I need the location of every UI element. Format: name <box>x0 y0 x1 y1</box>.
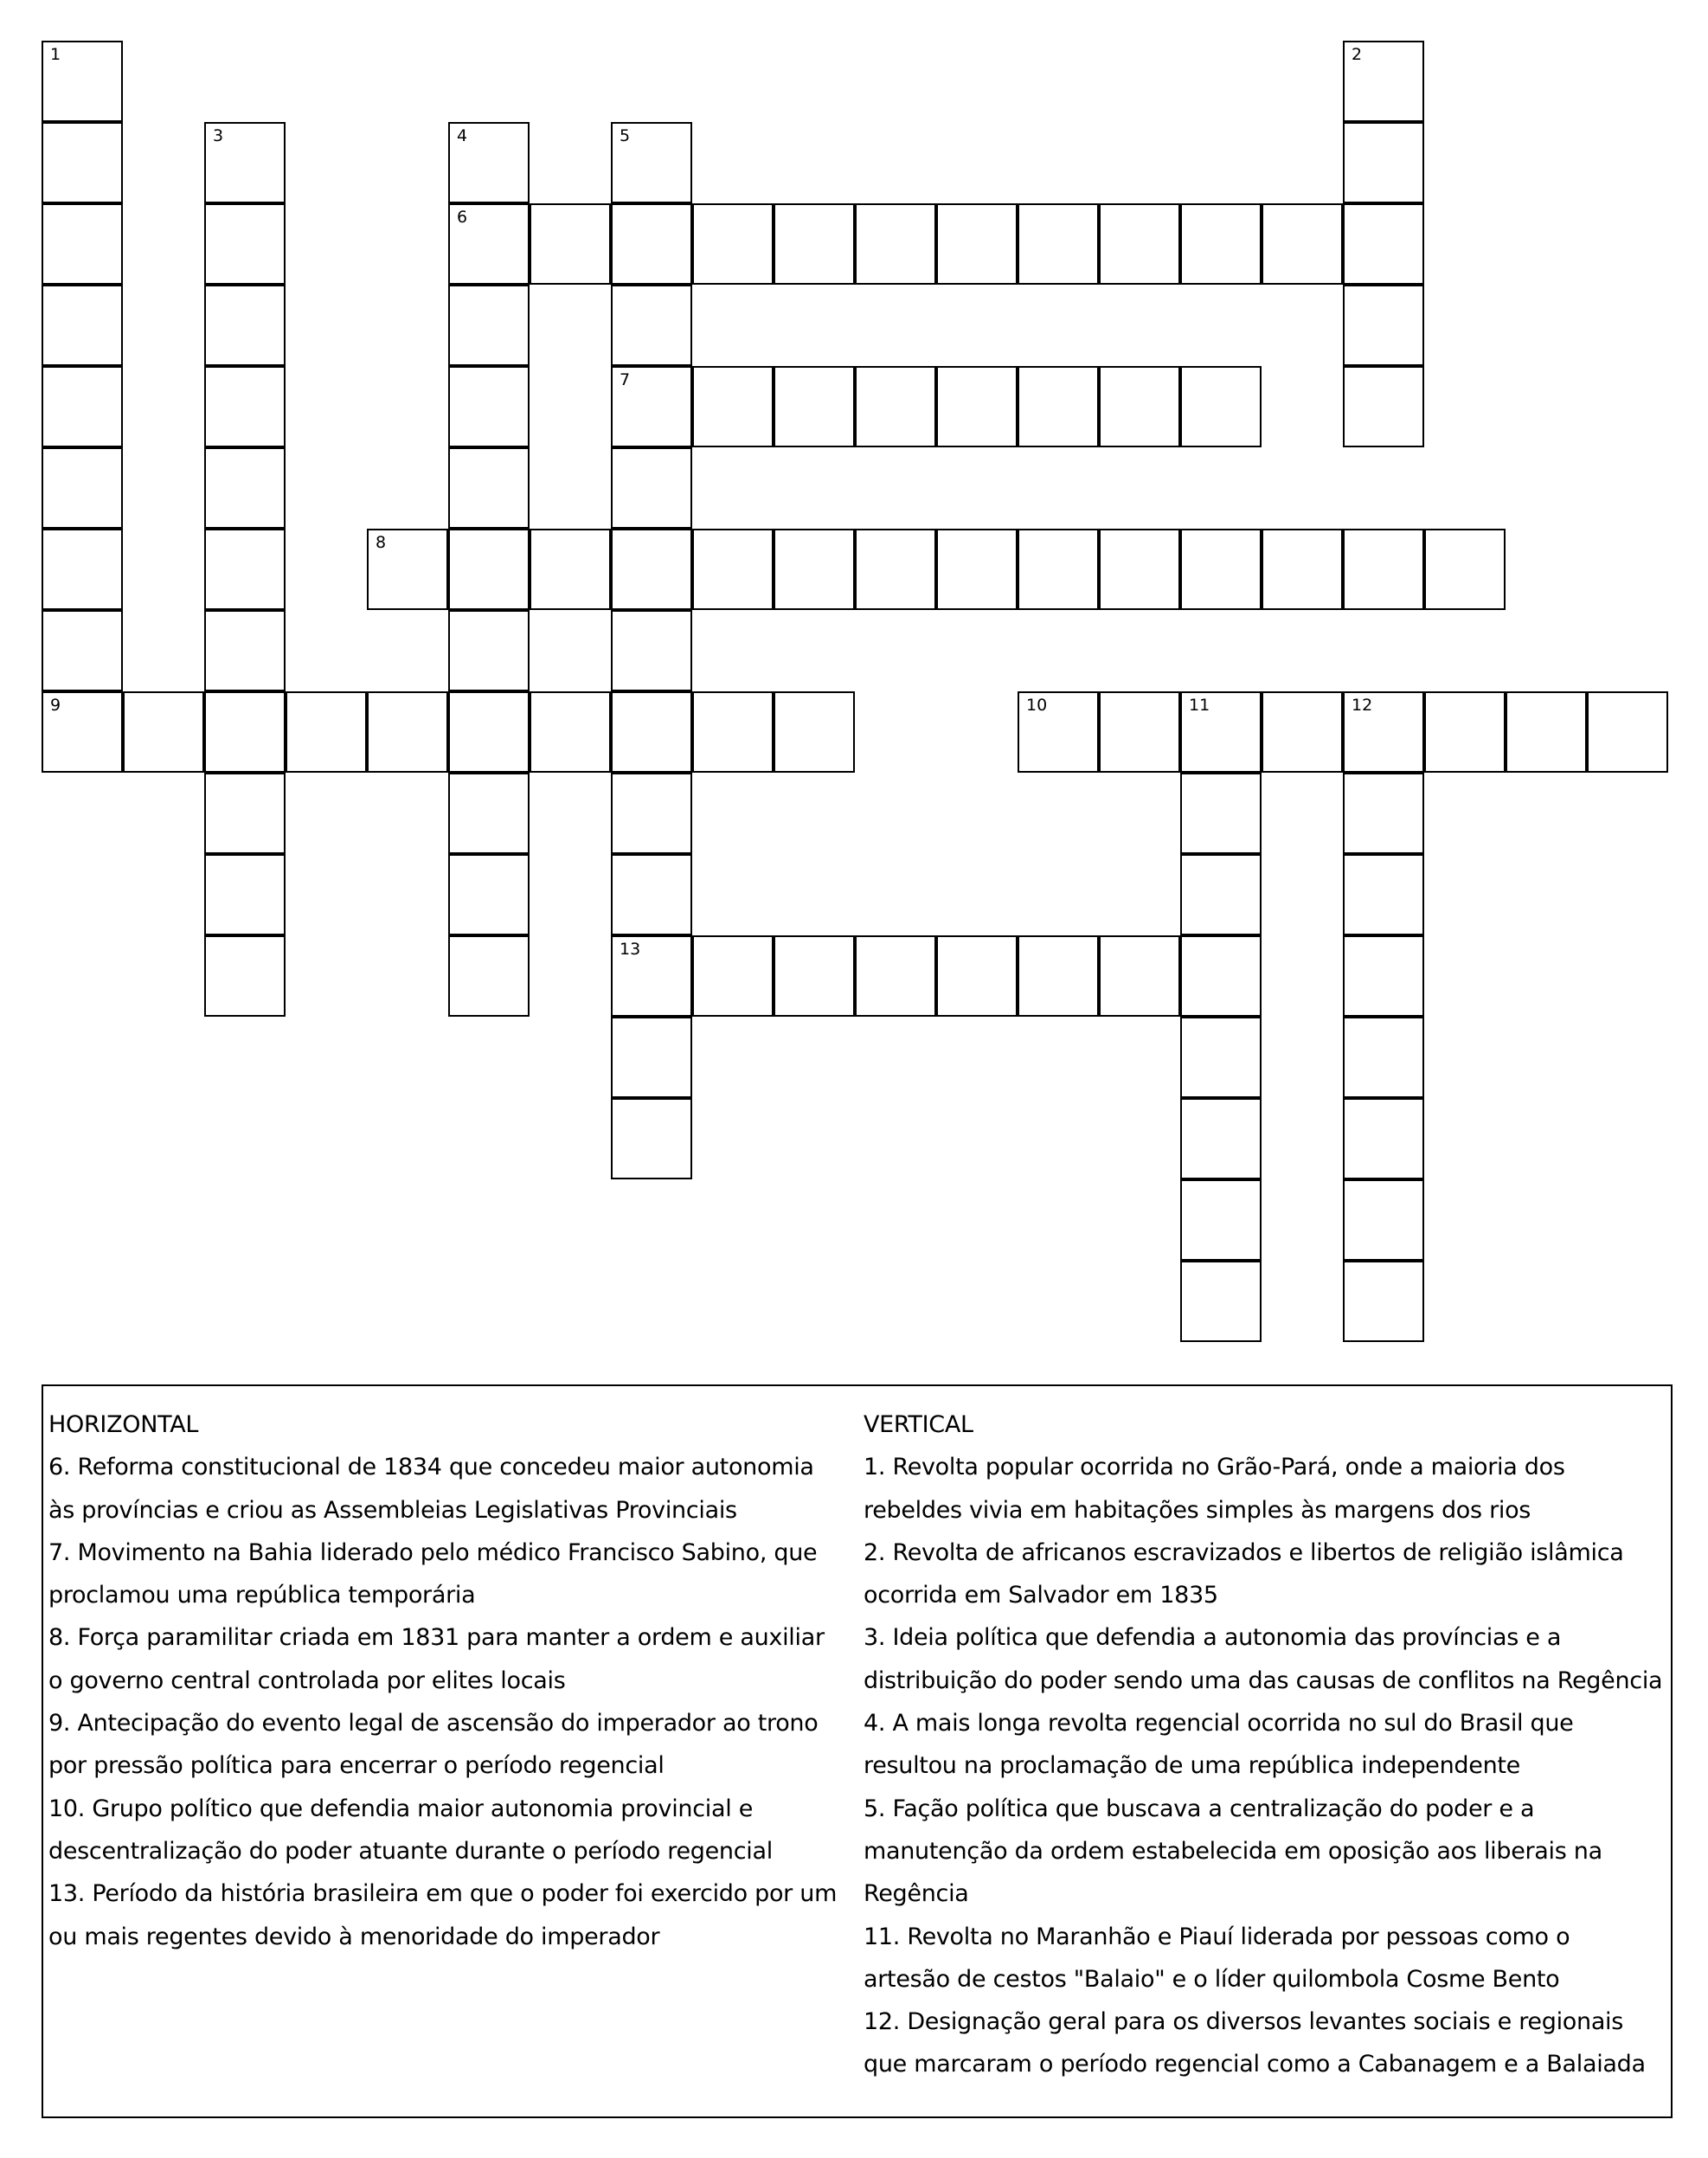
crossword-cell[interactable] <box>1180 203 1262 285</box>
crossword-cell[interactable] <box>1099 691 1180 773</box>
crossword-cell[interactable] <box>855 366 936 447</box>
vertical-clues <box>864 1403 1673 2086</box>
crossword-cell[interactable] <box>42 285 123 366</box>
clue-number: 1 <box>50 45 61 64</box>
crossword-cell[interactable] <box>1343 1098 1424 1179</box>
crossword-cell[interactable] <box>692 691 774 773</box>
crossword-cell[interactable] <box>611 773 692 854</box>
crossword-cell[interactable] <box>855 935 936 1017</box>
crossword-cell[interactable] <box>1180 1261 1262 1342</box>
crossword-cell[interactable] <box>1343 122 1424 203</box>
crossword-cell[interactable] <box>611 610 692 691</box>
crossword-cell[interactable] <box>1343 529 1424 610</box>
clue-line: 4. A mais longa revolta regencial ocorrida no sul do Brasil que <box>864 1710 1574 1737</box>
crossword-cell[interactable] <box>611 122 692 203</box>
crossword-cell[interactable] <box>1343 1261 1424 1342</box>
crossword-cell[interactable] <box>692 203 774 285</box>
crossword-cell[interactable] <box>42 366 123 447</box>
crossword-cell[interactable] <box>1262 529 1343 610</box>
vertical-heading: VERTICAL <box>864 1411 973 1438</box>
clue-line: o governo central controlada por elites locais <box>48 1667 566 1694</box>
horizontal-clues <box>48 1403 857 1958</box>
clue-number: 10 <box>1026 696 1048 715</box>
clue-line: proclamou uma república temporária <box>48 1582 476 1609</box>
crossword-cell[interactable] <box>367 529 448 610</box>
horizontal-heading: HORIZONTAL <box>48 1411 199 1438</box>
crossword-cell[interactable] <box>204 285 286 366</box>
clue-line: 7. Movimento na Bahia liderado pelo médico Francisco Sabino, que <box>48 1538 818 1566</box>
clue-number: 11 <box>1189 696 1210 715</box>
crossword-cell[interactable] <box>1343 935 1424 1017</box>
crossword-cell[interactable] <box>42 529 123 610</box>
crossword-cell[interactable] <box>1180 1017 1262 1098</box>
crossword-cell[interactable] <box>448 773 530 854</box>
crossword-cell[interactable] <box>204 610 286 691</box>
clue-line: 9. Antecipação do evento legal de ascensão do imperador ao trono <box>48 1710 819 1737</box>
crossword-cell[interactable] <box>204 122 286 203</box>
crossword-cell[interactable] <box>1262 691 1343 773</box>
crossword-cell[interactable] <box>1180 773 1262 854</box>
clue-line: que marcaram o período regencial como a Cabanagem e a Balaiada <box>864 2051 1646 2078</box>
crossword-cell[interactable] <box>1099 203 1180 285</box>
crossword-cell[interactable] <box>692 366 774 447</box>
crossword-cell[interactable] <box>692 935 774 1017</box>
crossword-cell[interactable] <box>611 366 692 447</box>
crossword-cell[interactable] <box>936 529 1018 610</box>
crossword-cell[interactable] <box>1343 285 1424 366</box>
clue-line: 3. Ideia política que defendia a autonomia das províncias e a <box>864 1624 1562 1652</box>
crossword-cell[interactable] <box>204 366 286 447</box>
crossword-cell[interactable] <box>692 529 774 610</box>
crossword-cell[interactable] <box>774 203 855 285</box>
clue-number: 5 <box>620 126 631 145</box>
crossword-cell[interactable] <box>1506 691 1587 773</box>
clue-line: 2. Revolta de africanos escravizados e libertos de religião islâmica <box>864 1538 1624 1566</box>
crossword-cell[interactable] <box>1180 691 1262 773</box>
crossword-cell[interactable] <box>1424 529 1506 610</box>
crossword-cell[interactable] <box>123 691 204 773</box>
crossword-cell[interactable] <box>774 691 855 773</box>
clue-number: 4 <box>457 126 468 145</box>
crossword-cell[interactable] <box>448 610 530 691</box>
clue-number: 2 <box>1352 45 1363 64</box>
crossword-cell[interactable] <box>42 41 123 122</box>
crossword-cell[interactable] <box>204 773 286 854</box>
crossword-cell[interactable] <box>1587 691 1668 773</box>
clue-line: resultou na proclamação de uma república independente <box>864 1752 1520 1780</box>
clue-number: 9 <box>50 696 61 715</box>
crossword-cell[interactable] <box>42 122 123 203</box>
crossword-cell[interactable] <box>611 203 692 285</box>
clue-line: artesão de cestos "Balaio" e o líder quilombola Cosme Bento <box>864 1965 1560 1993</box>
crossword-cell[interactable] <box>42 610 123 691</box>
clue-line: às províncias e criou as Assembleias Legislativas Provinciais <box>48 1496 737 1524</box>
crossword-cell[interactable] <box>204 691 286 773</box>
clues-box <box>42 1384 1673 2118</box>
crossword-cell[interactable] <box>611 529 692 610</box>
crossword-cell[interactable] <box>1343 854 1424 935</box>
clue-line: descentralização do poder atuante durante o período regencial <box>48 1837 773 1865</box>
crossword-cell[interactable] <box>1099 366 1180 447</box>
crossword-cell[interactable] <box>448 366 530 447</box>
clue-line: 12. Designação geral para os diversos levantes sociais e regionais <box>864 2008 1624 2036</box>
crossword-cell[interactable] <box>611 1017 692 1098</box>
clue-line: Regência <box>864 1880 969 1908</box>
crossword-cell[interactable] <box>774 935 855 1017</box>
crossword-cell[interactable] <box>1018 366 1099 447</box>
crossword-cell[interactable] <box>855 529 936 610</box>
clue-number: 7 <box>620 370 631 389</box>
clue-line: 1. Revolta popular ocorrida no Grão-Pará, onde a maioria dos <box>864 1454 1565 1481</box>
crossword-cell[interactable] <box>1018 203 1099 285</box>
crossword-cell[interactable] <box>204 854 286 935</box>
crossword-cell[interactable] <box>774 529 855 610</box>
clue-line: ocorrida em Salvador em 1835 <box>864 1582 1218 1609</box>
crossword-cell[interactable] <box>530 529 611 610</box>
clue-line: 13. Período da história brasileira em que o poder foi exercido por um <box>48 1880 838 1908</box>
crossword-cell[interactable] <box>1099 935 1180 1017</box>
clue-line: 5. Fação política que buscava a centralização do poder e a <box>864 1795 1535 1822</box>
clue-number: 13 <box>620 940 641 959</box>
crossword-cell[interactable] <box>611 935 692 1017</box>
crossword-cell[interactable] <box>448 691 530 773</box>
crossword-cell[interactable] <box>1018 529 1099 610</box>
clue-line: ou mais regentes devido à menoridade do imperador <box>48 1923 660 1950</box>
crossword-cell[interactable] <box>530 691 611 773</box>
crossword-cell[interactable] <box>611 447 692 529</box>
crossword-cell[interactable] <box>1424 691 1506 773</box>
crossword-cell[interactable] <box>1018 935 1099 1017</box>
crossword-cell[interactable] <box>1343 203 1424 285</box>
crossword-cell[interactable] <box>936 366 1018 447</box>
crossword-cell[interactable] <box>448 854 530 935</box>
crossword-cell[interactable] <box>1180 529 1262 610</box>
crossword-cell[interactable] <box>611 285 692 366</box>
crossword-cell[interactable] <box>1343 1179 1424 1261</box>
clue-line: 10. Grupo político que defendia maior autonomia provincial e <box>48 1795 754 1822</box>
crossword-cell[interactable] <box>1343 41 1424 122</box>
crossword-cell[interactable] <box>448 529 530 610</box>
clue-number: 12 <box>1352 696 1373 715</box>
crossword-cell[interactable] <box>448 447 530 529</box>
crossword-cell[interactable] <box>1343 691 1424 773</box>
crossword-cell[interactable] <box>204 529 286 610</box>
crossword-cell[interactable] <box>1180 935 1262 1017</box>
crossword-cell[interactable] <box>1180 366 1262 447</box>
crossword-cell[interactable] <box>936 935 1018 1017</box>
crossword-cell[interactable] <box>1343 1017 1424 1098</box>
crossword-cell[interactable] <box>42 447 123 529</box>
clue-line: manutenção da ordem estabelecida em oposição aos liberais na <box>864 1837 1602 1865</box>
crossword-cell[interactable] <box>936 203 1018 285</box>
clue-line: 8. Força paramilitar criada em 1831 para manter a ordem e auxiliar <box>48 1624 825 1652</box>
crossword-cell[interactable] <box>855 203 936 285</box>
crossword-cell[interactable] <box>1262 203 1343 285</box>
crossword-cell[interactable] <box>1180 1179 1262 1261</box>
clue-line: 11. Revolta no Maranhão e Piauí liderada por pessoas como o <box>864 1923 1570 1950</box>
crossword-cell[interactable] <box>204 447 286 529</box>
crossword-cell[interactable] <box>611 1098 692 1179</box>
crossword-cell[interactable] <box>448 122 530 203</box>
crossword-cell[interactable] <box>1099 529 1180 610</box>
clue-line: por pressão política para encerrar o período regencial <box>48 1752 665 1780</box>
clue-number: 8 <box>376 533 387 552</box>
crossword-cell[interactable] <box>448 935 530 1017</box>
crossword-cell[interactable] <box>1343 366 1424 447</box>
crossword-cell[interactable] <box>611 854 692 935</box>
crossword-cell[interactable] <box>774 366 855 447</box>
clue-line: distribuição do poder sendo uma das causas de conflitos na Regência <box>864 1667 1663 1694</box>
crossword-cell[interactable] <box>204 935 286 1017</box>
crossword-cell[interactable] <box>1180 1098 1262 1179</box>
crossword-cell[interactable] <box>1180 854 1262 935</box>
crossword-cell[interactable] <box>448 203 530 285</box>
crossword-cell[interactable] <box>448 285 530 366</box>
crossword-cell[interactable] <box>1343 773 1424 854</box>
clue-line: 6. Reforma constitucional de 1834 que concedeu maior autonomia <box>48 1454 814 1481</box>
clue-number: 3 <box>213 126 224 145</box>
clue-line: rebeldes vivia em habitações simples às margens dos rios <box>864 1496 1531 1524</box>
crossword-cell[interactable] <box>530 203 611 285</box>
crossword-cell[interactable] <box>204 203 286 285</box>
crossword-cell[interactable] <box>42 691 123 773</box>
crossword-cell[interactable] <box>367 691 448 773</box>
crossword-cell[interactable] <box>42 203 123 285</box>
crossword-cell[interactable] <box>1018 691 1099 773</box>
crossword-cell[interactable] <box>286 691 367 773</box>
crossword-cell[interactable] <box>611 691 692 773</box>
clue-number: 6 <box>457 208 468 227</box>
